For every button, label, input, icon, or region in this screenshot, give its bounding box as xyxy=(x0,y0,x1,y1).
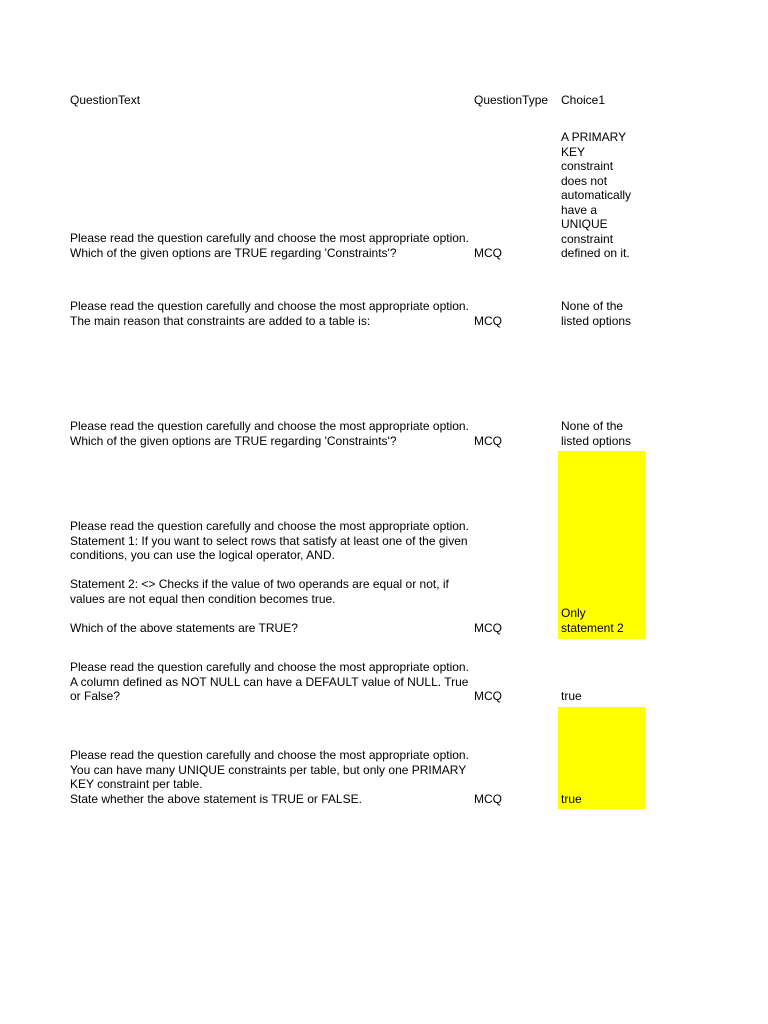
question-text-cell: Please read the question carefully and choose the most appropriate option. Statement 1: If you want to select rows that satisfy at least one of the given conditions, you can use the logical operator, AND. Statement 2: <> Checks if the value of two operands are equal or not, if values are not equal then condition becomes true. Which of the above statements are TRUE? xyxy=(70,519,469,635)
choice1-cell: true xyxy=(561,792,582,806)
question-text-cell: Please read the question carefully and choose the most appropriate option. Which of the given options are TRUE regarding 'Constraints'? xyxy=(70,231,469,260)
question-text-cell: Please read the question carefully and choose the most appropriate option. The main reason that constraints are added to a table is: xyxy=(70,299,469,328)
question-text-cell: Please read the question carefully and choose the most appropriate option. Which of the given options are TRUE regarding 'Constraints'? xyxy=(70,419,469,448)
choice1-cell: None of the listed options xyxy=(561,299,632,328)
choice1-cell: Only statement 2 xyxy=(561,606,624,635)
question-type-cell: MCQ xyxy=(474,246,502,260)
question-text-cell: Please read the question carefully and choose the most appropriate option. You can have many UNIQUE constraints per table, but only one PRIMARY KEY constraint per table. State whether the above statement is TRUE or FALSE. xyxy=(70,748,469,806)
question-type-cell: MCQ xyxy=(474,689,502,703)
question-type-cell: MCQ xyxy=(474,434,502,448)
question-type-cell: MCQ xyxy=(474,621,502,635)
question-type-cell: MCQ xyxy=(474,314,502,328)
header-choice1: Choice1 xyxy=(561,93,606,107)
header-question-text: QuestionText xyxy=(70,93,141,107)
question-type-cell: MCQ xyxy=(474,792,502,806)
header-question-type: QuestionType xyxy=(474,93,549,107)
choice1-cell: true xyxy=(561,689,582,703)
choice1-cell: None of the listed options xyxy=(561,419,632,448)
question-text-cell: Please read the question carefully and choose the most appropriate option. A column defined as NOT NULL can have a DEFAULT value of NULL. True or False? xyxy=(70,660,469,703)
choice1-cell: A PRIMARY KEY constraint does not automatically have a UNIQUE constraint defined on it. xyxy=(561,130,632,260)
